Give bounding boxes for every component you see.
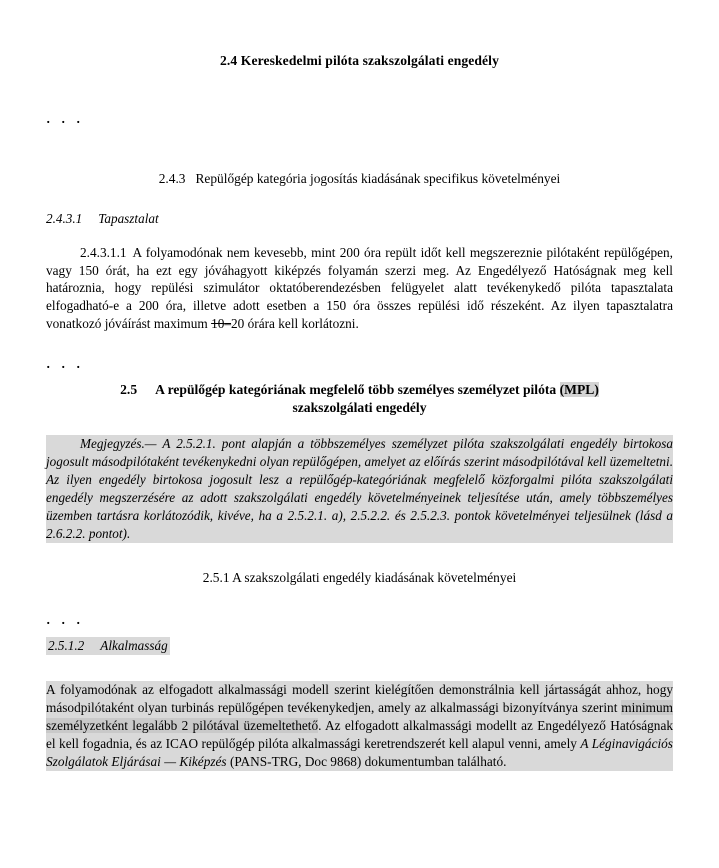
paragraph-2-4-3-1-1 [46, 244, 673, 333]
heading-2-5-number: 2.5 [120, 381, 138, 397]
paragraph-2-5-1-2-body [46, 681, 673, 771]
heading-2-5-1-2-number: 2.5.1.2 [48, 637, 85, 653]
heading-2-5 [46, 381, 673, 418]
paragraph-text-part-1: A folyamodónak nem kevesebb, mint 200 óra repült időt kell megszereznie pilótaként repülőgépen, vagy 150 órát, ha ezt egy jóváhagyott kiképzés folyamán szerzi meg. Az Engedélyező Hatóságnak meg kell határoznia, hogy repülési szimulátor oktatóberendezésben felügyelet alatt tevékenykedő pilóta tapasztalata elfogadható-e a 200 óra, illetve adott esetben a 150 óra összes repülési idő részeként. Az ilyen tapasztalatra vonatkozó jóváírást maximum [46, 244, 673, 331]
final-text-part-3: (PANS-TRG, Doc 9868) dokumentumban található. [226, 753, 507, 769]
final-text-part-2: . Az elfogadott alkalmassági modellt az Engedélyező Hatóságnak el kell fogadnia, és az ICAO repülőgép pilóta alkalmassági keretrendszerét kell alapul venni, amely [46, 717, 673, 751]
paragraph-text-part-2: órára kell korlátozni. [244, 315, 359, 331]
revised-value: 20 [231, 315, 245, 331]
ellipsis-marker-2: . . . [46, 351, 84, 372]
heading-2-5-1-2 [46, 637, 170, 655]
heading-2-4-3-1 [46, 210, 673, 228]
page-title: 2.4 Kereskedelmi pilóta szakszolgálati engedély [220, 53, 499, 68]
paragraph-number: 2.4.3.1.1 [80, 244, 127, 260]
final-italic-reference: A Léginavigációs Szolgálatok Eljárásai — Kiképzés [46, 735, 673, 769]
struck-value: 10 [211, 315, 225, 331]
struck-dash: – [224, 315, 232, 331]
final-highlight-1: minimum személyzetként legalább 2 pilótával üzemeltethető [46, 699, 673, 733]
heading-2-4-3-number: 2.4.3 [158, 171, 186, 187]
heading-2-4-3-text: Repülőgép kategória jogosítás kiadásának specifikus követelményei [195, 171, 561, 187]
heading-2-5-line-2: szakszolgálati engedély [292, 399, 427, 415]
heading-2-4-3-1-number: 2.4.3.1 [46, 211, 83, 227]
heading-2-4-3-1-text: Tapasztalat [98, 211, 159, 227]
heading-2-4-3 [46, 170, 673, 188]
ellipsis-marker-3: . . . [46, 607, 84, 628]
heading-2-5-mpl-highlight: (MPL) [559, 381, 599, 397]
final-text-part-1: A folyamodónak az elfogadott alkalmassági modell szerint kielégítően demonstrálnia kell jártasságát ahhoz, hogy másodpilótaként olyan turbinás repülőgépen tevékenykedjen, amely az alkalmassági bizonyítványa szerint [46, 681, 673, 715]
note-lead: Megjegyzés.— [80, 436, 157, 452]
heading-2-5-text-a: A repülőgép kategóriának megfelelő több személyes személyzet pilóta [155, 381, 560, 397]
heading-2-5-1-2-text: Alkalmasság [100, 637, 168, 653]
heading-2-5-1-2-wrapper [46, 637, 673, 655]
note-block [46, 435, 673, 543]
ellipsis-marker-1: . . . [46, 107, 84, 128]
note-text: A 2.5.2.1. pont alapján a többszemélyes személyzet pilóta szakszolgálati engedély birtokosa jogosult másodpilótaként tevékenykedni olyan repülőgépen, amelyet az előírás szerint másodpilótával kell üzemeltetni. Az ilyen engedély birtokosa jogosult lesz a repülőgép-kategóriának megfelelő közforgalmi pilóta szakszolgálati engedély megszerzésére az adott szakszolgálati engedély követelményeinek teljesítése után, amely többszemélyes üzemben tartásra korlátozódik, kivéve, ha a 2.5.2.1. a), 2.5.2.2. és 2.5.2.3. pontok követelményei teljesülnek (lásd a 2.6.2.2. pontot). [46, 436, 673, 542]
heading-2-5-1: 2.5.1 A szakszolgálati engedély kiadásának követelményei [202, 570, 517, 585]
heading-2-5-line-1 [46, 381, 673, 399]
